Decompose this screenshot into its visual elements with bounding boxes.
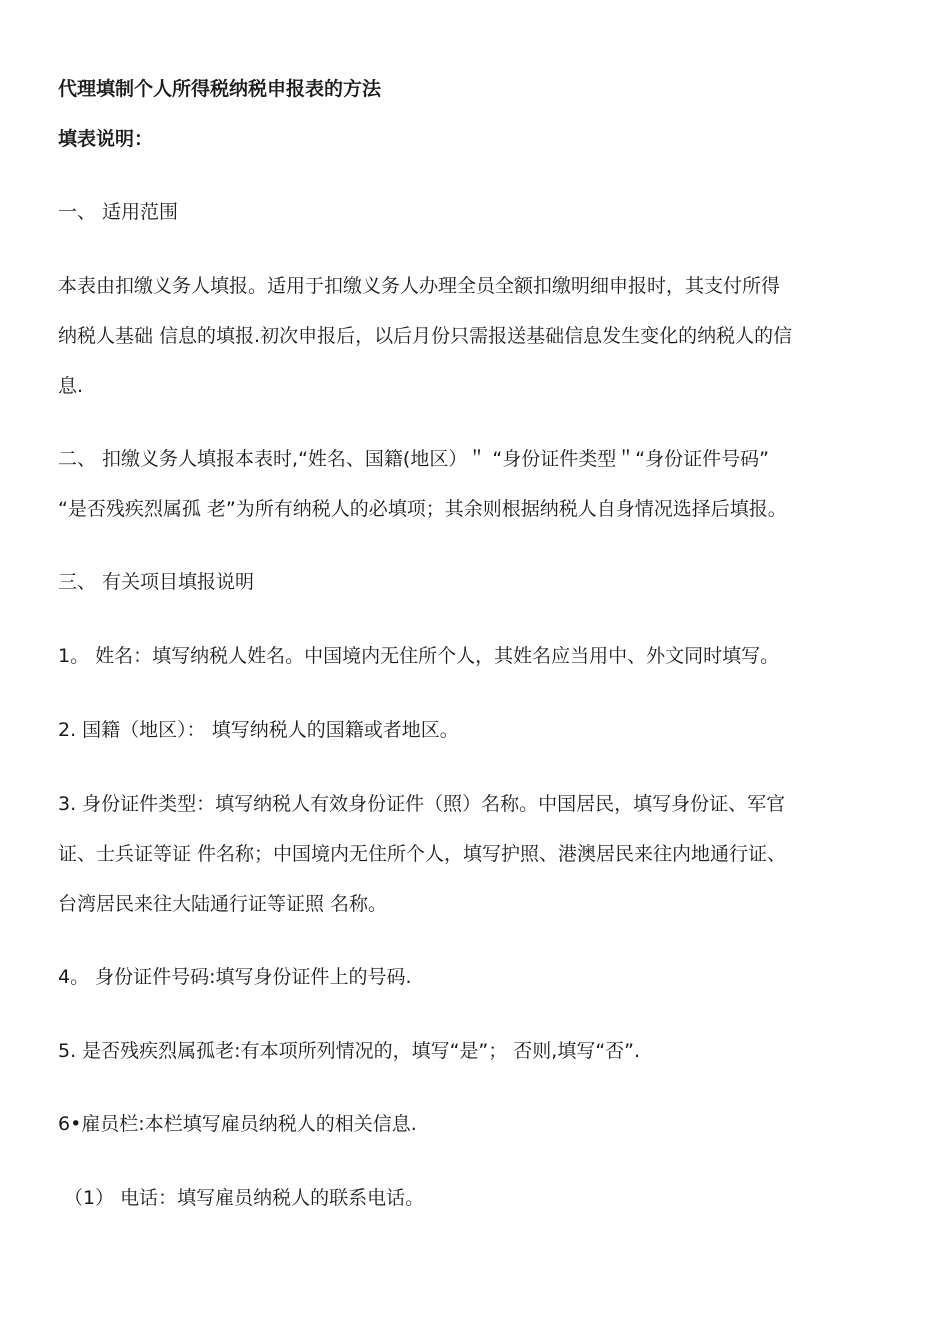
list-item-name: 1。 姓名：填写纳税人姓名。中国境内无住所个人，其姓名应当用中、外文同时填写。 <box>58 645 780 667</box>
paragraph-line: 纳税人基础 信息的填报.初次申报后，以后月份只需报送基础信息发生变化的纳税人的信 <box>58 325 793 347</box>
paragraph-line: “是否残疾烈属孤 老”为所有纳税人的必填项；其余则根据纳税人自身情况选择后填报。 <box>58 498 787 520</box>
list-item-id-number: 4。 身份证件号码:填写身份证件上的号码. <box>58 966 412 988</box>
paragraph-line: 息. <box>58 375 84 397</box>
paragraph-line: 本表由扣缴义务人填报。适用于扣缴义务人办理全员全额扣缴明细申报时，其支付所得 <box>58 275 781 297</box>
document-subtitle: 填表说明： <box>58 128 154 150</box>
section-heading-items: 三、 有关项目填报说明 <box>58 571 255 593</box>
paragraph-line: 证、士兵证等证 件名称；中国境内无住所个人，填写护照、港澳居民来往内地通行证、 <box>58 843 787 865</box>
list-item-id-type: 3. 身份证件类型：填写纳税人有效身份证件（照）名称。中国居民，填写身份证、军官 <box>58 793 786 815</box>
paragraph-line: 二、 扣缴义务人填报本表时,“姓名、国籍(地区）＂ “身份证件类型＂“身份证件号码” <box>58 448 769 470</box>
sub-item-phone: （1） 电话：填写雇员纳税人的联系电话。 <box>64 1187 425 1209</box>
document-title: 代理填制个人所得税纳税申报表的方法 <box>58 78 382 100</box>
list-item-employee: 6•雇员栏:本栏填写雇员纳税人的相关信息. <box>58 1113 417 1135</box>
list-item-nationality: 2. 国籍（地区）： 填写纳税人的国籍或者地区。 <box>58 719 459 741</box>
section-heading-scope: 一、 适用范围 <box>58 201 179 223</box>
paragraph-line: 台湾居民来往大陆通行证等证照 名称。 <box>58 893 388 915</box>
list-item-disability: 5. 是否残疾烈属孤老:有本项所列情况的，填写“是”； 否则,填写“否”. <box>58 1040 641 1062</box>
